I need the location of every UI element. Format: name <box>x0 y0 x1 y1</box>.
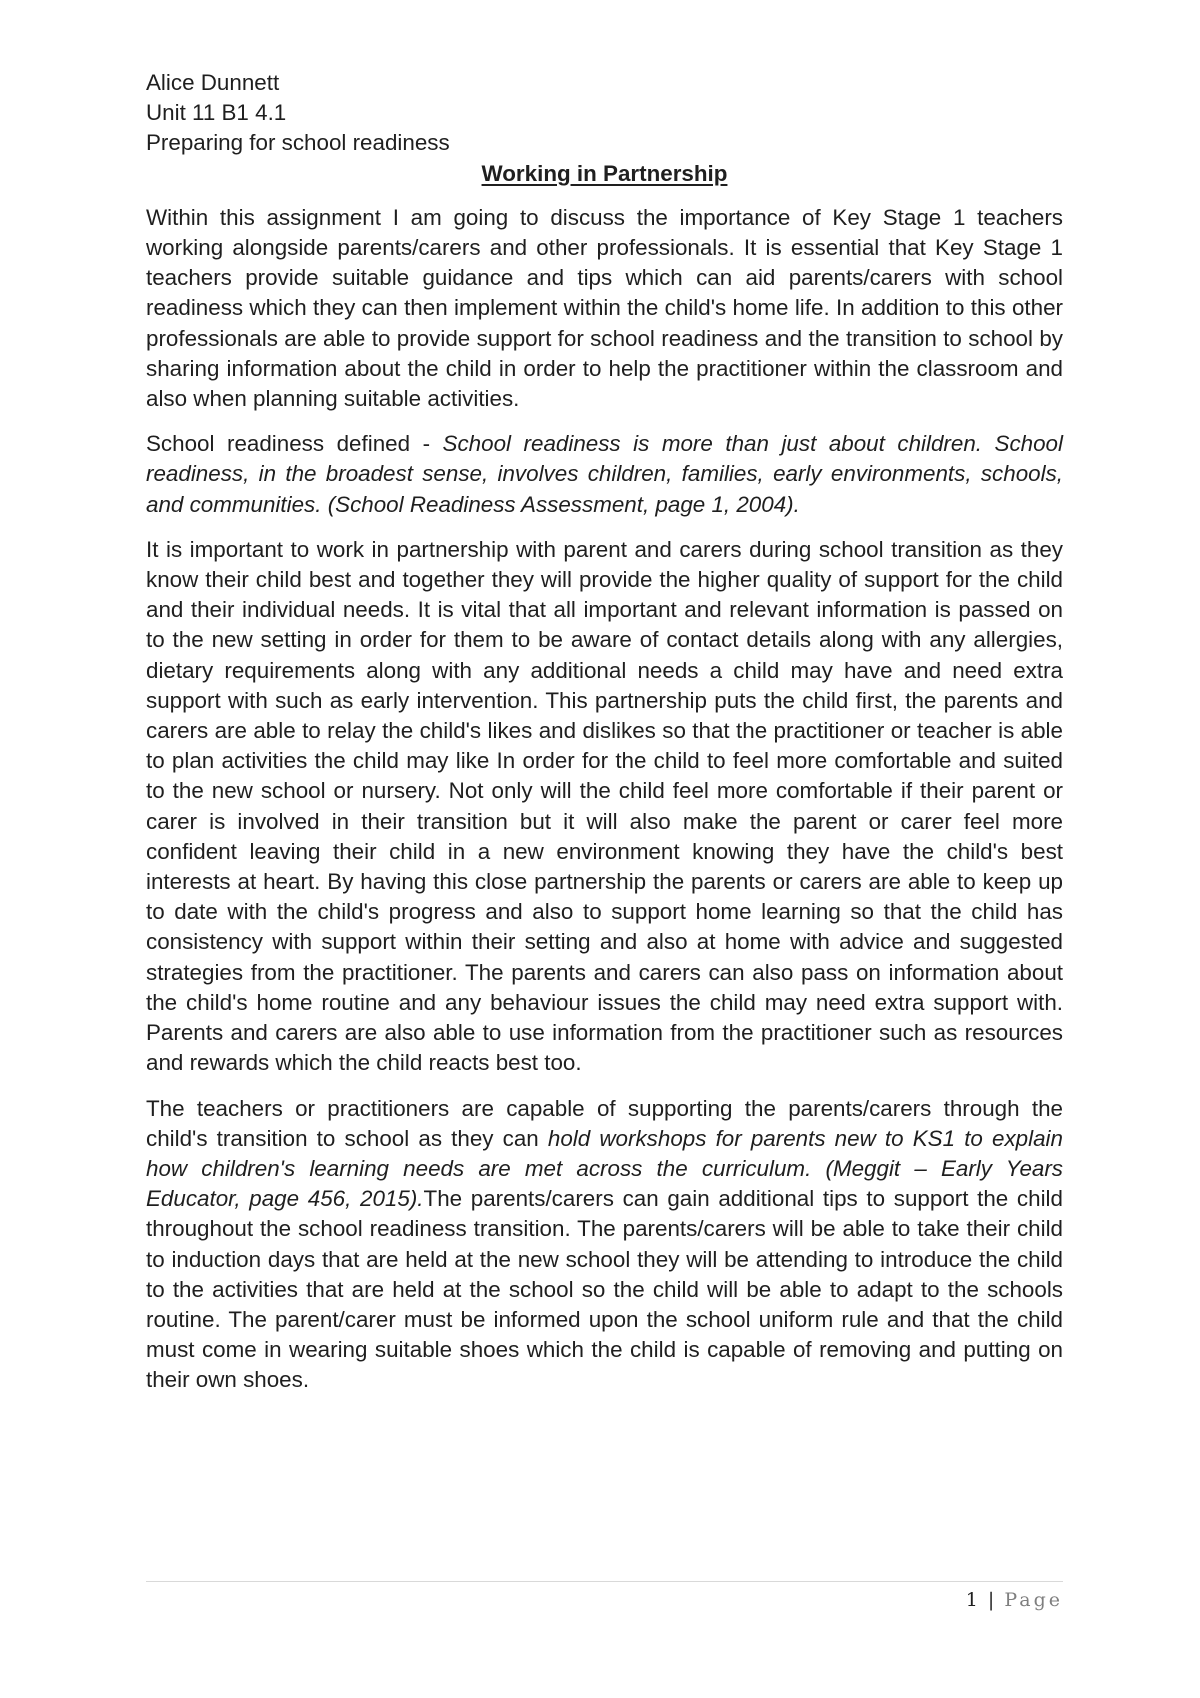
document-body <box>146 68 1063 1396</box>
teachers-lead: The teachers or practitioners are capable of supporting the parents/carers through the child's transition to school as they can <box>146 1095 1063 1151</box>
author-name: Alice Dunnett <box>146 70 280 95</box>
unit-code: Unit 11 B1 4.1 <box>146 100 287 126</box>
intro-paragraph: Within this assignment I am going to discuss the importance of Key Stage 1 teachers working alongside parents/carers and other professionals. It is essential that Key Stage 1 teachers provide suitable guidance and tips which can aid parents/carers with school readiness which they can then implement within the child's home life. In addition to this other professionals are able to provide support for school readiness and the transition to school by sharing information about the child in order to help the practitioner within the classroom and also when planning suitable activities. <box>146 204 1063 412</box>
teachers-quote: hold workshops for parents new to KS1 to explain how children's learning needs are met across the curriculum. (Meggit – Early Years Educator, page 456, 2015). <box>146 1125 1063 1212</box>
teachers-paragraph <box>146 1094 1063 1396</box>
partnership-paragraph: It is important to work in partnership with parent and carers during school transition as they know their child best and together they will provide the higher quality of support for the child and their individual needs. It is vital that all important and relevant information is passed on to the new setting in order for them to be aware of contact details along with any allergies, dietary requirements along with any additional needs a child may have and need extra support with such as early intervention. This partnership puts the child first, the parents and carers are able to relay the child's likes and dislikes so that the practitioner or teacher is able to plan activities the child may like In order for the child to feel more comfortable and suited to the new school or nursery. Not only will the child feel more comfortable if their parent or carer is involved in their transition but it will also make the parent or carer feel more confident leaving their child in a new environment knowing they have the child's best interests at heart. By having this close partnership the parents or carers are able to keep up to date with the child's progress and also to support home learning so that the child has consistency with support within their setting and also at home with advice and suggested strategies from the practitioner. The parents and carers can also pass on information about the child's home routine and any behaviour issues the child may need extra support with. Parents and carers are also able to use information from the practitioner such as resources and rewards which the child reacts best too. <box>146 536 1063 1076</box>
assignment-topic: Preparing for school readiness <box>146 130 450 156</box>
page-separator: | <box>987 1589 995 1611</box>
document-title: Working in Partnership <box>481 160 728 186</box>
page-label: Page <box>1004 1589 1063 1611</box>
page-footer <box>146 1586 1063 1614</box>
page-number: 1 <box>965 1589 978 1611</box>
footer-divider <box>146 1581 1063 1582</box>
definition-lead: School readiness defined - <box>146 431 443 457</box>
teachers-rest: The parents/carers can gain additional tips to support the child throughout the school readiness transition. The parents/carers will be able to take their child to induction days that are held at the new school they will be attending to introduce the child to the activities that are held at the school so the child will be able to adapt to the schools routine. The parent/carer must be informed upon the school uniform rule and that the child must come in wearing suitable shoes which the child is capable of removing and putting on their own shoes. <box>146 1186 1063 1393</box>
definition-paragraph <box>146 429 1063 520</box>
definition-quote: School readiness is more than just about children. School readiness, in the broadest sense, involves children, families, early environments, schools, and communities. (School Readiness Assessment, page 1, 2004). <box>146 431 1063 517</box>
